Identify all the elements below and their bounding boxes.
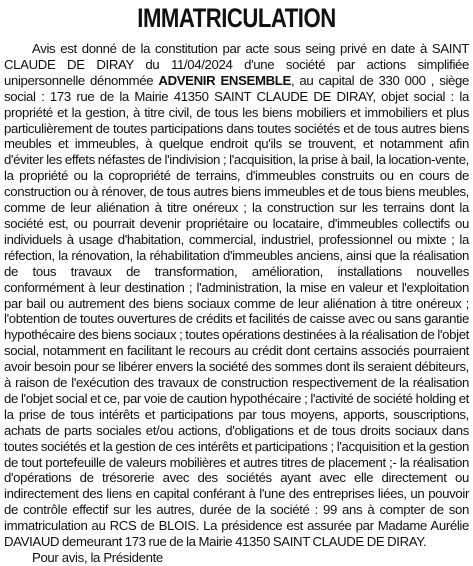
notice-body xyxy=(4,41,469,550)
company-name: ADVENIR ENSEMBLE xyxy=(158,72,291,88)
notice-title: IMMATRICULATION xyxy=(137,3,336,33)
notice-signature: Pour avis, la Présidente xyxy=(32,550,163,565)
notice-intro: Avis est donné de la constitution par acte sous seing privé en date à SAINT CLAUDE DE DIRAY du 11/04/2024 d'une société par actions simplifiée unipersonnelle dénommée xyxy=(4,41,469,88)
notice-details: , au capital de 330 000 , siège social : 173 rue de la Mairie 41350 SAINT CLAUDE DE DIRAY, objet social : la propriété et la gestion, à titre civil, de tous les biens mobiliers et immobiliers et plus particulièrement de toutes participations dans toutes sociétés et de tous autres biens meubles et immeubles, à quelque endroit qu'ils se trouvent, et notamment afin d'éviter les effets néfastes de l'indivision ; l'acquisition, la prise à bail, la location-vente, la propriété ou la copropriété de terrains, d'immeubles construits ou en cours de construction ou à rénover, de tous autres biens immeubles et de tous biens meubles, comme de leur aliénation à titre onéreux ; la construction sur les terrains dont la société est, ou pourrait devenir propriétaire ou locataire, d'immeubles collectifs ou individuels à usage d'habitation, commercial, industriel, professionnel ou mixte ; la réfection, la rénovation, la réhabilitation d'immeubles anciens, ainsi que la réalisation de tous travaux de transformation, amélioration, installations nouvelles conformément à leur destination ; l'administration, la mise en valeur et l'exploitation par bail ou autrement des biens sociaux comme de leur aliénation à titre onéreux ; l'obtention de toutes ouvertures de crédits et facilités de caisse avec ou sans garantie hypothécaire des biens sociaux ; toutes opérations destinées à la réalisation de l'objet social, notamment en facilitant le recours au crédit dont certains associés pourraient avoir besoin pour se libérer envers la société des sommes dont ils seraient débiteurs, à raison de l'exécution des travaux de construction respectivement de la réalisation de l'objet social et ce, par voie de caution hypothécaire ; l'activité de société holding et la prise de tous intérêts et participations par tous moyens, apports, souscriptions, achats de parts sociales et/ou actions, d'obligations et de tous droits sociaux dans toutes sociétés et la gestion de ces intérêts et participations ; l'acquisition et la gestion de tout portefeuille de valeurs mobilières et autres titres de placement ;- la réalisation d'opérations de trésorerie avec des sociétés ayant avec elle directement ou indirectement des liens en capital conférant à l'une des entreprises liées, un pouvoir de contrôle effectif sur les autres, durée de la société : 99 ans à compter de son immatriculation au RCS de BLOIS. La présidence est assurée par Madame Aurélie DAVIAUD demeurant 173 rue de la Mairie 41350 SAINT CLAUDE DE DIRAY. xyxy=(4,72,470,550)
